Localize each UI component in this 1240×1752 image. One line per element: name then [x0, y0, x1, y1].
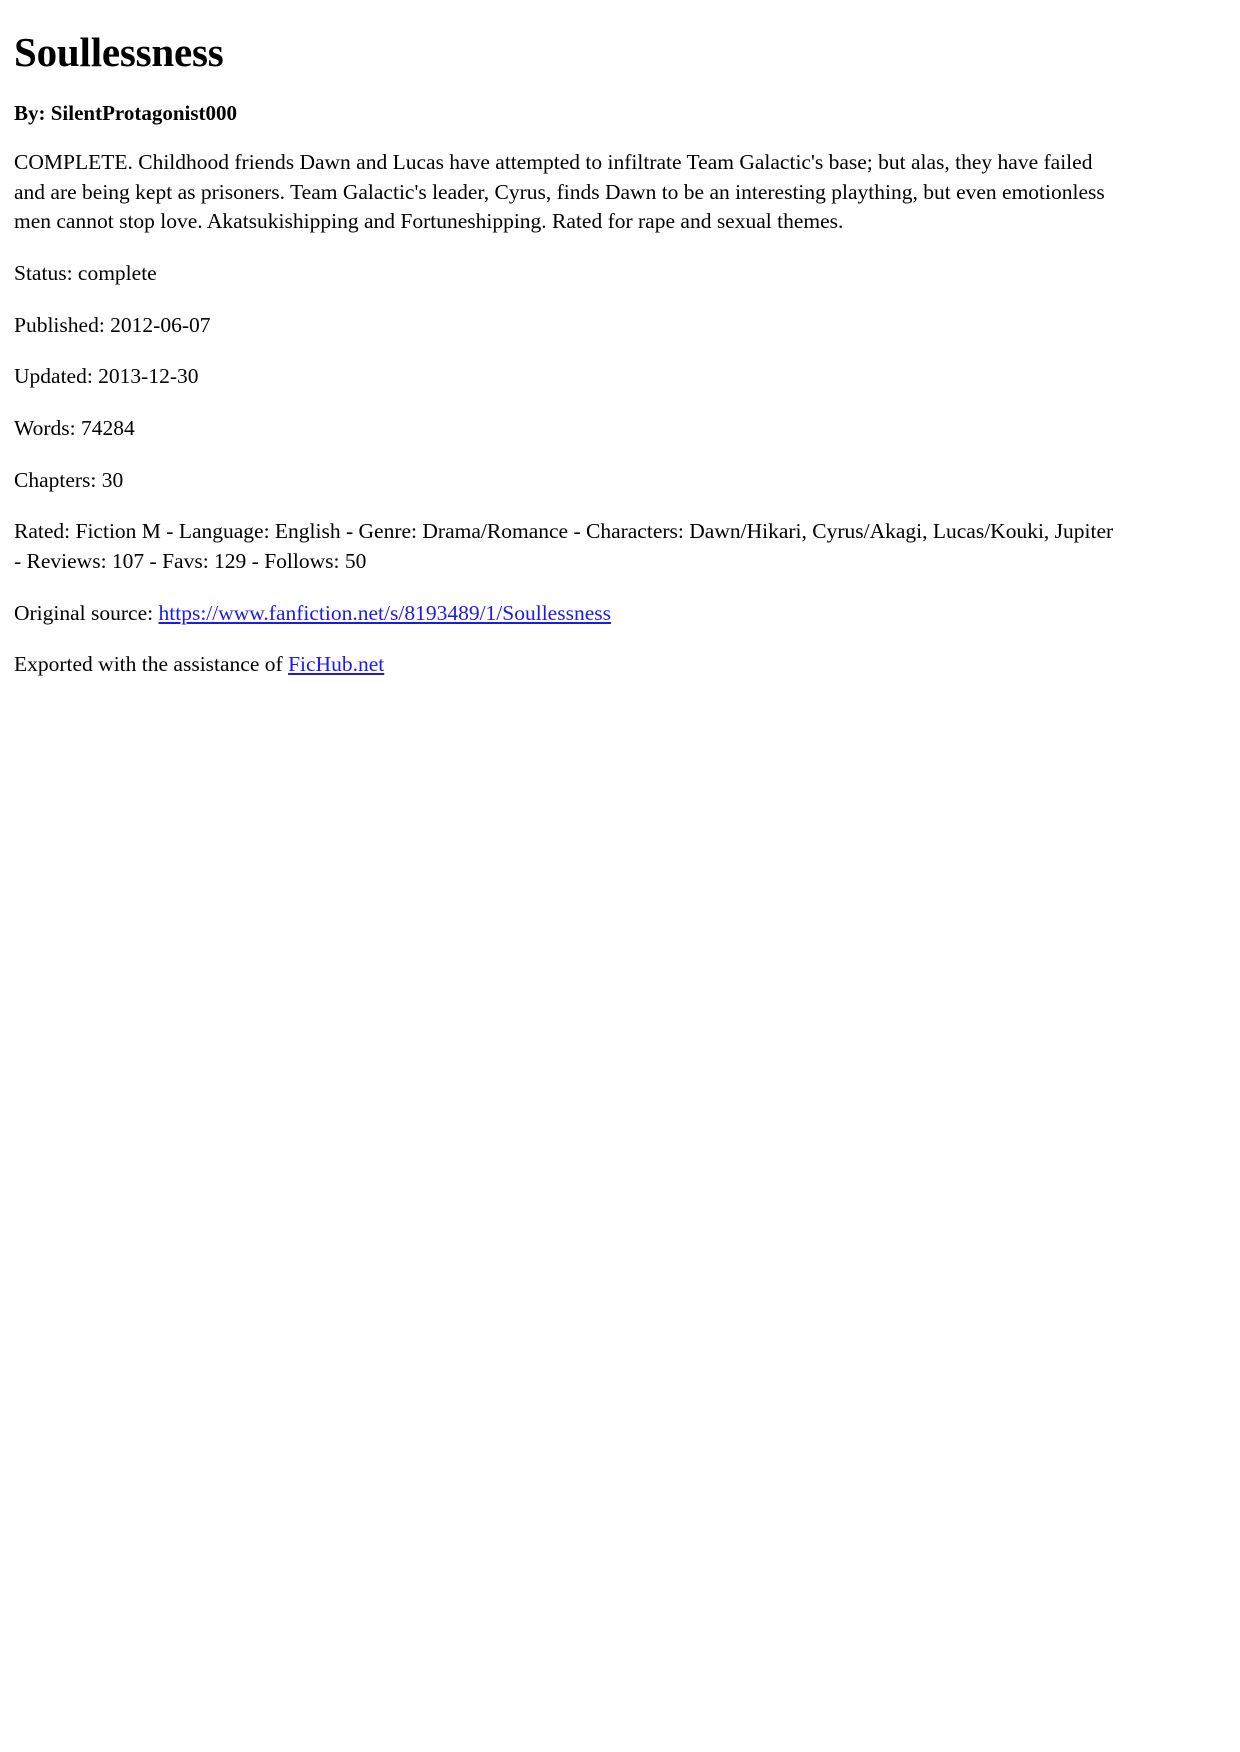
author-byline: By: SilentProtagonist000 — [14, 101, 238, 126]
status-line: Status: complete — [14, 261, 157, 286]
words-line: Words: 74284 — [14, 416, 135, 441]
chapters-line: Chapters: 30 — [14, 467, 124, 492]
fichub-link[interactable]: FicHub.net — [288, 652, 385, 677]
updated-line: Updated: 2013-12-30 — [14, 364, 199, 389]
original-source-label: Original source: — [14, 600, 159, 625]
tags-line: Rated: Fiction M - Language: English - Genre: Drama/Romance - Characters: Dawn/Hikari, Cyrus/Akagi, Lucas/Kouki, Jupiter - Reviews: 107 - Favs: 129 - Follows: 50 — [14, 519, 1114, 573]
published-line: Published: 2012-06-07 — [14, 312, 211, 337]
page-title: Soullessness — [14, 29, 224, 75]
original-source-link[interactable]: https://www.fanfiction.net/s/8193489/1/Soullessness — [158, 600, 611, 625]
export-credit-line — [14, 650, 1122, 680]
story-summary: COMPLETE. Childhood friends Dawn and Lucas have attempted to infiltrate Team Galactic's base; but alas, they have failed and are being kept as prisoners. Team Galactic's leader, Cyrus, finds Dawn to be an interesting plaything, but even emotionless men cannot stop love. Akatsukishipping and Fortuneshipping. Rated for rape and sexual themes. — [14, 150, 1105, 234]
export-credit-label: Exported with the assistance of — [14, 652, 289, 677]
original-source-line — [14, 599, 1122, 629]
